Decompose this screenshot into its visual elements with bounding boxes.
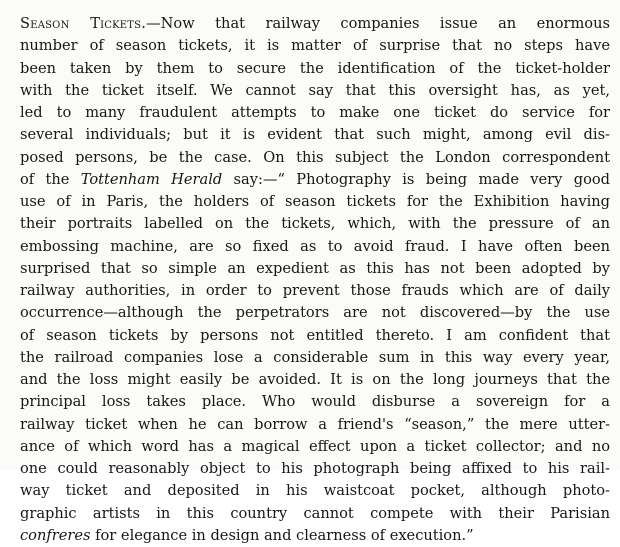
line-text: use of in Paris, the holders of season tickets for the Exhibition having — [20, 193, 610, 210]
line-text: of the — [20, 170, 81, 188]
italic-text: confreres — [20, 526, 91, 544]
line-text: been taken by them to secure the identification of the ticket-holder — [20, 59, 610, 77]
article-line — [20, 124, 610, 146]
article-line — [20, 302, 610, 324]
line-text: way ticket and deposited in his waistcoat pocket, although photo- — [20, 482, 610, 500]
line-text: posed persons, be the case. On this subject the London correspondent — [20, 148, 610, 166]
line-text: with the ticket itself. We cannot say that this oversight has, as yet, — [20, 81, 610, 99]
italic-text: Tottenham Herald — [80, 170, 223, 188]
article-line — [20, 503, 610, 525]
line-text: for elegance in design and clearness of execution.” — [90, 526, 474, 544]
line-text: led to many fraudulent attempts to make one ticket do service for — [20, 104, 610, 121]
line-text: surprised that so simple an expedient as this has not been adopted by — [20, 259, 610, 277]
line-text: —Now that railway companies issue an enormous — [146, 15, 610, 32]
line-text: railway authorities, in order to prevent those frauds which are of daily — [20, 282, 610, 299]
article-line — [20, 480, 610, 502]
article-line — [20, 58, 610, 80]
line-text: principal loss takes place. Who would disburse a sovereign for a — [20, 393, 610, 411]
article-line — [20, 236, 610, 258]
article-line — [20, 280, 610, 302]
article-line — [20, 525, 610, 547]
article-line — [20, 213, 610, 235]
line-text: of season tickets by persons not entitled thereto. I am confident that — [20, 326, 610, 344]
line-text: railway ticket when he can borrow a friend's “season,” the mere utter- — [20, 415, 610, 433]
article-line — [20, 369, 610, 391]
article-line — [20, 347, 610, 369]
article-line — [20, 458, 610, 480]
article-line — [20, 13, 610, 35]
line-text: graphic artists in this country cannot compete with their Parisian — [20, 504, 610, 522]
article-line — [20, 35, 610, 57]
article-heading: Season Tickets. — [20, 15, 147, 32]
line-text: embossing machine, are so fixed as to avoid fraud. I have often been — [20, 237, 610, 255]
article-line — [20, 436, 610, 458]
line-text: and the loss might easily be avoided. It is on the long journeys that the — [20, 371, 610, 388]
article-line — [20, 414, 610, 436]
line-text: several individuals; but it is evident that such might, among evil dis- — [20, 126, 610, 144]
article-line — [20, 102, 610, 124]
article-line — [20, 325, 610, 347]
article-line — [20, 391, 610, 413]
article-line — [20, 80, 610, 102]
article-line — [20, 169, 610, 191]
line-text: say:—“ Photography is being made very good — [222, 170, 610, 188]
line-text: the railroad companies lose a considerable sum in this way every year, — [20, 348, 610, 366]
article-line — [20, 147, 610, 169]
season-tickets-article — [20, 13, 615, 547]
line-text: one could reasonably object to his photograph being affixed to his rail- — [20, 460, 610, 477]
article-line — [20, 258, 610, 280]
line-text: occurrence—although the perpetrators are not discovered—by the use — [20, 304, 610, 322]
line-text: their portraits labelled on the tickets, which, with the pressure of an — [20, 215, 610, 233]
article-line — [20, 191, 610, 213]
line-text: number of season tickets, it is matter of surprise that no steps have — [20, 37, 610, 55]
line-text: ance of which word has a magical effect upon a ticket collector; and no — [20, 437, 610, 455]
